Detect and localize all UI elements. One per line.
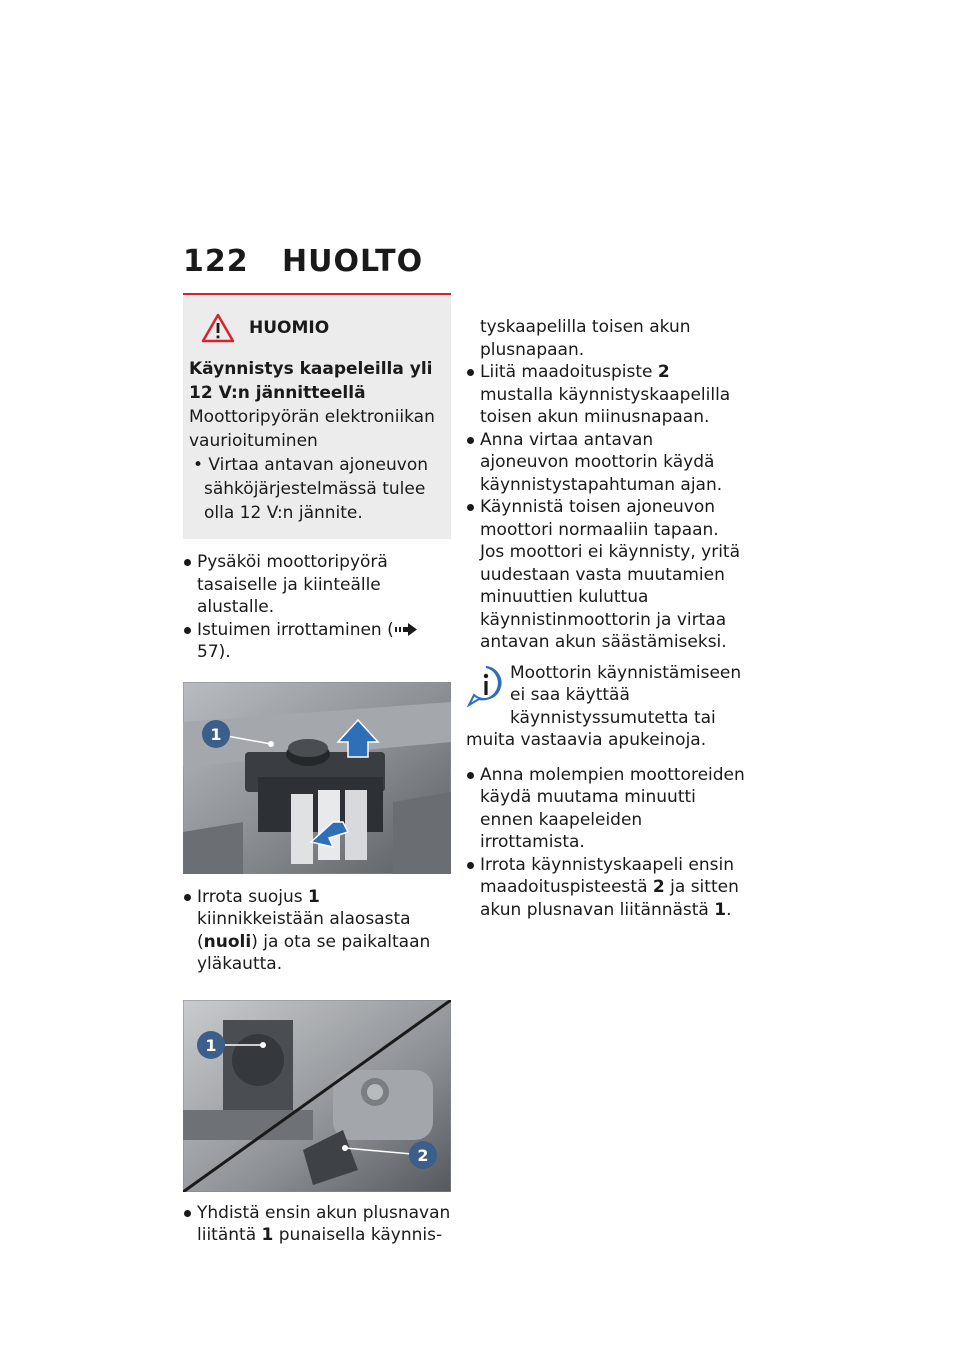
- step-remove-seat: [183, 619, 451, 664]
- step-remove-cover-arrow-word: nuoli: [203, 931, 252, 952]
- step-connect-ground-b: mustalla käynnistyskaapelilla toisen akun miinusnapaan.: [480, 384, 731, 427]
- step-remove-cover-c: ) ja ota se paikaltaan yläkautta.: [197, 931, 431, 974]
- step-remove-cover-a: Irrota suojus: [197, 886, 308, 907]
- step-disconnect: [466, 854, 746, 922]
- figure2-callout-2: 2: [417, 1145, 429, 1165]
- step-disconnect-b: ja sitten akun plusnavan liitännästä: [480, 877, 739, 920]
- step-remove-seat-suffix: ).: [218, 642, 231, 662]
- step-disconnect-a: Irrota käynnistyskaapeli ensin maadoituspisteestä: [480, 854, 735, 897]
- info-text: Moottorin käynnistämiseen ei saa käyttää käynnistyssumutetta tai muita vastaavia apukeinoja.: [466, 662, 742, 750]
- step-run-donor: Anna virtaa antavan ajoneuvon moottorin käydä käynnistystapahtuman ajan.: [466, 429, 746, 497]
- step-disconnect-num2: 2: [652, 877, 665, 897]
- step-connect-ground-num: 2: [657, 362, 670, 382]
- battery-cover-figure: [183, 682, 451, 874]
- warning-triangle-icon: [201, 313, 235, 343]
- notice-text: Moottoripyörän elektroniikan vaurioituminen: [189, 407, 435, 451]
- notice-label: HUOMIO: [249, 318, 330, 338]
- step-connect-positive-a: Yhdistä ensin akun plusnavan liitäntä: [197, 1202, 451, 1245]
- step-disconnect-num1: 1: [714, 899, 727, 920]
- step-disconnect-c: .: [726, 899, 732, 920]
- step-connect-ground-a: Liitä maadoituspiste: [480, 362, 658, 382]
- notice-title-line2: 12 V:n jännitteellä: [189, 383, 366, 403]
- right-column: [466, 316, 746, 921]
- step-connect-positive-num: 1: [261, 1225, 274, 1245]
- notice-title-line1: Käynnistys kaapeleilla yli: [189, 359, 433, 379]
- page-reference[interactable]: 57: [197, 642, 219, 662]
- step-run-both: Anna molempien moottoreiden käydä muutama minuutti ennen kaapeleiden irrottamista.: [466, 764, 746, 854]
- step-connect-positive-continued: tyskaapelilla toisen akun plusnapaan.: [480, 317, 691, 360]
- step-start-engine: Käynnistä toisen ajoneuvon moottori normaaliin tapaan. Jos moottori ei käynnisty, yritä uudestaan vasta muutamien minuuttien kuluttua käynnistinmoottorin ja virtaa antavan akun säästämiseksi.: [466, 496, 746, 654]
- engine-connection-figure: [183, 1000, 451, 1192]
- step-remove-seat-text: Istuimen irrottaminen (: [197, 619, 394, 640]
- step-connect-positive: [183, 1202, 451, 1247]
- figure2-callout-1: 1: [205, 1035, 217, 1055]
- notice-box: [183, 293, 451, 539]
- step-remove-cover-num: 1: [308, 886, 320, 907]
- page-number: 122: [183, 244, 249, 279]
- info-icon: [466, 664, 506, 708]
- left-column: [183, 293, 451, 1247]
- step-remove-cover-b: kiinnikkeistään alaosasta (: [197, 909, 411, 952]
- page-reference-arrow-icon: [394, 623, 418, 636]
- step-park: Pysäköi moottoripyörä tasaiselle ja kiinteälle alustalle.: [183, 551, 451, 619]
- notice-header: [189, 313, 445, 343]
- notice-bullet: • Virtaa antavan ajoneuvon sähköjärjestelmässä tulee olla 12 V:n jännite.: [193, 455, 429, 523]
- section-title: HUOLTO: [282, 244, 424, 279]
- step-remove-cover: [183, 886, 451, 976]
- step-connect-positive-b: punaisella käynnis-: [273, 1225, 443, 1245]
- figure1-callout-1: 1: [210, 724, 222, 744]
- step-connect-ground: [466, 361, 746, 429]
- info-note: [466, 662, 746, 752]
